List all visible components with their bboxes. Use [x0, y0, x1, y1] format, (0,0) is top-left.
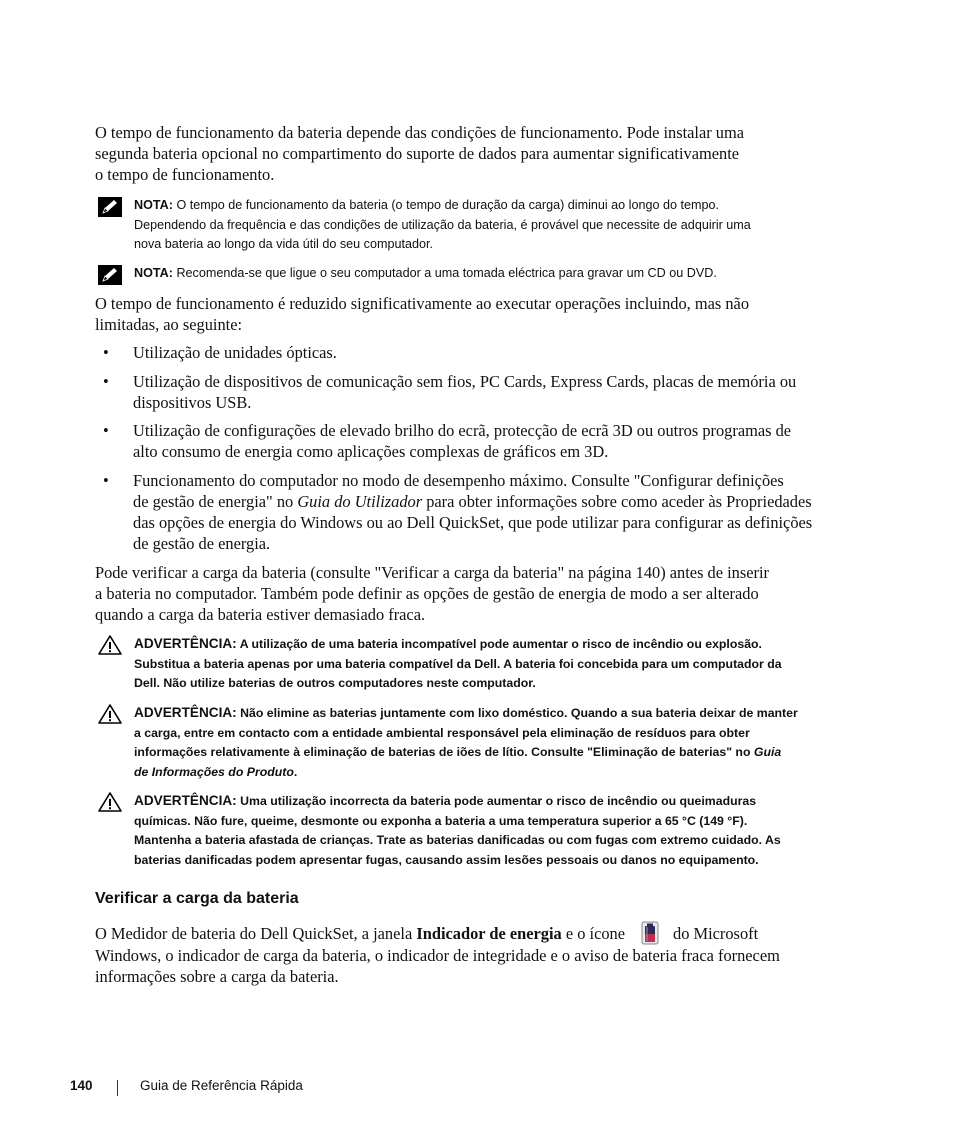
- text-line: nova bateria ao longo da vida útil do seu computador.: [134, 237, 433, 251]
- text-span: de gestão de energia" no: [133, 492, 298, 511]
- text-line: Utilização de unidades ópticas.: [133, 343, 337, 362]
- text-line: Mantenha a bateria afastada de crianças. Trate as baterias danificadas ou com fugas com extremo cuidado. As: [134, 833, 781, 847]
- text-line: o tempo de funcionamento.: [95, 165, 275, 184]
- power-indicator-window-name: Indicador de energia: [416, 924, 562, 943]
- text-span: do Microsoft: [673, 924, 759, 943]
- text-line: baterias danificadas podem apresentar fugas, causando assim lesões pessoais ou danos no equipamento.: [134, 852, 759, 867]
- text-line: [134, 703, 865, 724]
- text-line: químicas. Não fure, queime, desmonte ou exponha a bateria a uma temperatura superior a 65 °C (149 °F).: [134, 813, 748, 828]
- list-item: [95, 371, 860, 413]
- text-line: Dependendo da frequência e das condições de utilização da bateria, é provável que necessite de adquirir uma: [134, 217, 751, 232]
- bullet-dot: •: [103, 343, 109, 362]
- bullet-dot: •: [103, 372, 109, 391]
- warning-triangle-icon: [98, 635, 122, 655]
- note-block-1: [95, 196, 865, 255]
- bullet-list: [95, 470, 860, 554]
- note-text: Recomenda-se que ligue o seu computador a uma tomada eléctrica para gravar um CD ou DVD.: [176, 266, 717, 280]
- note-label: NOTA:: [134, 266, 173, 280]
- text-line: [134, 196, 865, 216]
- footer-title: Guia de Referência Rápida: [140, 1078, 303, 1093]
- text-line: [134, 743, 865, 763]
- page-footer: [70, 1078, 303, 1093]
- warning-text: A utilização de uma bateria incompatível pode aumentar o risco de incêndio ou explosão.: [239, 637, 762, 651]
- text-line: dispositivos USB.: [133, 393, 252, 412]
- guide-title-italic: Guia do Utilizador: [297, 492, 423, 511]
- text-line: [133, 491, 860, 512]
- warning-block-2: [95, 703, 865, 782]
- text-line: quando a carga da bateria estiver demasiado fraca.: [95, 605, 426, 624]
- warning-label: ADVERTÊNCIA:: [134, 793, 237, 808]
- text-line: [134, 791, 865, 812]
- note-pencil-icon: [98, 265, 122, 285]
- text-line: O tempo de funcionamento da bateria depende das condições de funcionamento. Pode instalar uma: [95, 123, 745, 142]
- text-line: segunda bateria opcional no compartimento do suporte de dados para aumentar significativamente: [95, 144, 740, 163]
- text-line: [134, 634, 865, 655]
- text-line: limitadas, ao seguinte:: [95, 315, 243, 334]
- text-line: Utilização de configurações de elevado brilho do ecrã, protecção de ecrã 3D ou outros programas de: [133, 421, 792, 440]
- text-line: informações sobre a carga da bateria.: [95, 967, 339, 986]
- warning-text: Não elimine as baterias juntamente com lixo doméstico. Quando a sua bateria deixar de manter: [240, 706, 798, 720]
- reduced-paragraph: [95, 293, 860, 335]
- warning-block-1: [95, 634, 865, 694]
- list-item: [95, 420, 860, 462]
- warning-triangle-icon: [98, 792, 122, 812]
- note-block-2: [95, 264, 865, 284]
- text-line: das opções de energia do Windows ou ao Dell QuickSet, que pode utilizar para configurar as definições: [133, 513, 813, 532]
- text-line: Dell. Não utilize baterias de outros computadores neste computador.: [134, 676, 536, 690]
- list-item: [95, 342, 860, 363]
- text-line: Utilização de dispositivos de comunicação sem fios, PC Cards, Express Cards, placas de memória ou: [133, 372, 797, 391]
- text-line: O tempo de funcionamento é reduzido significativamente ao executar operações incluindo, mas não: [95, 294, 750, 313]
- note-label: NOTA:: [134, 198, 173, 212]
- intro-paragraph: [95, 122, 860, 185]
- section-heading: Verificar a carga da bateria: [95, 890, 299, 907]
- text-line: [134, 763, 865, 783]
- text-line: Pode verificar a carga da bateria (consulte "Verificar a carga da bateria" na página 140) antes de inserir: [95, 563, 769, 582]
- text-line: de gestão de energia.: [133, 534, 271, 553]
- warning-block-3: [95, 791, 865, 870]
- text-line: [134, 264, 865, 284]
- bullet-dot: •: [103, 471, 109, 490]
- warning-label: ADVERTÊNCIA:: [134, 636, 237, 651]
- text-line: a carga, entre em contacto com a entidade ambiental responsável pela eliminação de resíduos para obter: [134, 725, 750, 740]
- guide-title-italic: de Informações do Produto: [134, 764, 294, 779]
- text-span: O Medidor de bateria do Dell QuickSet, a janela: [95, 924, 417, 943]
- text-line: alto consumo de energia como aplicações complexas de gráficos em 3D.: [133, 442, 609, 461]
- bullet-list: [95, 420, 860, 462]
- section-paragraph: [95, 921, 860, 987]
- text-line: Windows, o indicador de carga da bateria, o indicador de integridade e o aviso de bateria fraca fornecem: [95, 946, 780, 965]
- text-line: [95, 921, 860, 945]
- text-span: para obter informações sobre como aceder às Propriedades: [422, 492, 812, 511]
- bullet-dot: •: [103, 421, 109, 440]
- battery-meter-icon: [641, 921, 659, 945]
- warning-triangle-icon: [98, 704, 122, 724]
- warning-label: ADVERTÊNCIA:: [134, 705, 237, 720]
- bullet-list: [95, 342, 860, 363]
- text-line: Funcionamento do computador no modo de desempenho máximo. Consulte "Configurar definições: [133, 471, 784, 490]
- text-line: a bateria no computador. Também pode definir as opções de gestão de energia de modo a ser alterado: [95, 584, 759, 603]
- text-span: .: [293, 764, 298, 779]
- text-span: e o ícone: [561, 924, 626, 943]
- page-number: 140: [70, 1078, 93, 1093]
- footer-divider: [117, 1080, 118, 1096]
- bullet-list: [95, 371, 860, 413]
- list-item: [95, 470, 860, 554]
- note-pencil-icon: [98, 197, 122, 217]
- text-span: informações relativamente à eliminação de baterias de iões de lítio. Consulte "Eliminação de baterias" no: [134, 745, 754, 759]
- check-paragraph: [95, 562, 860, 625]
- warning-text: Uma utilização incorrecta da bateria pode aumentar o risco de incêndio ou queimaduras: [240, 794, 757, 808]
- guide-title-italic: Guia: [753, 745, 782, 759]
- note-text: O tempo de funcionamento da bateria (o tempo de duração da carga) diminui ao longo do tempo.: [176, 198, 720, 212]
- text-line: Substitua a bateria apenas por uma bateria compatível da Dell. A bateria foi concebida para um computador da: [134, 656, 782, 671]
